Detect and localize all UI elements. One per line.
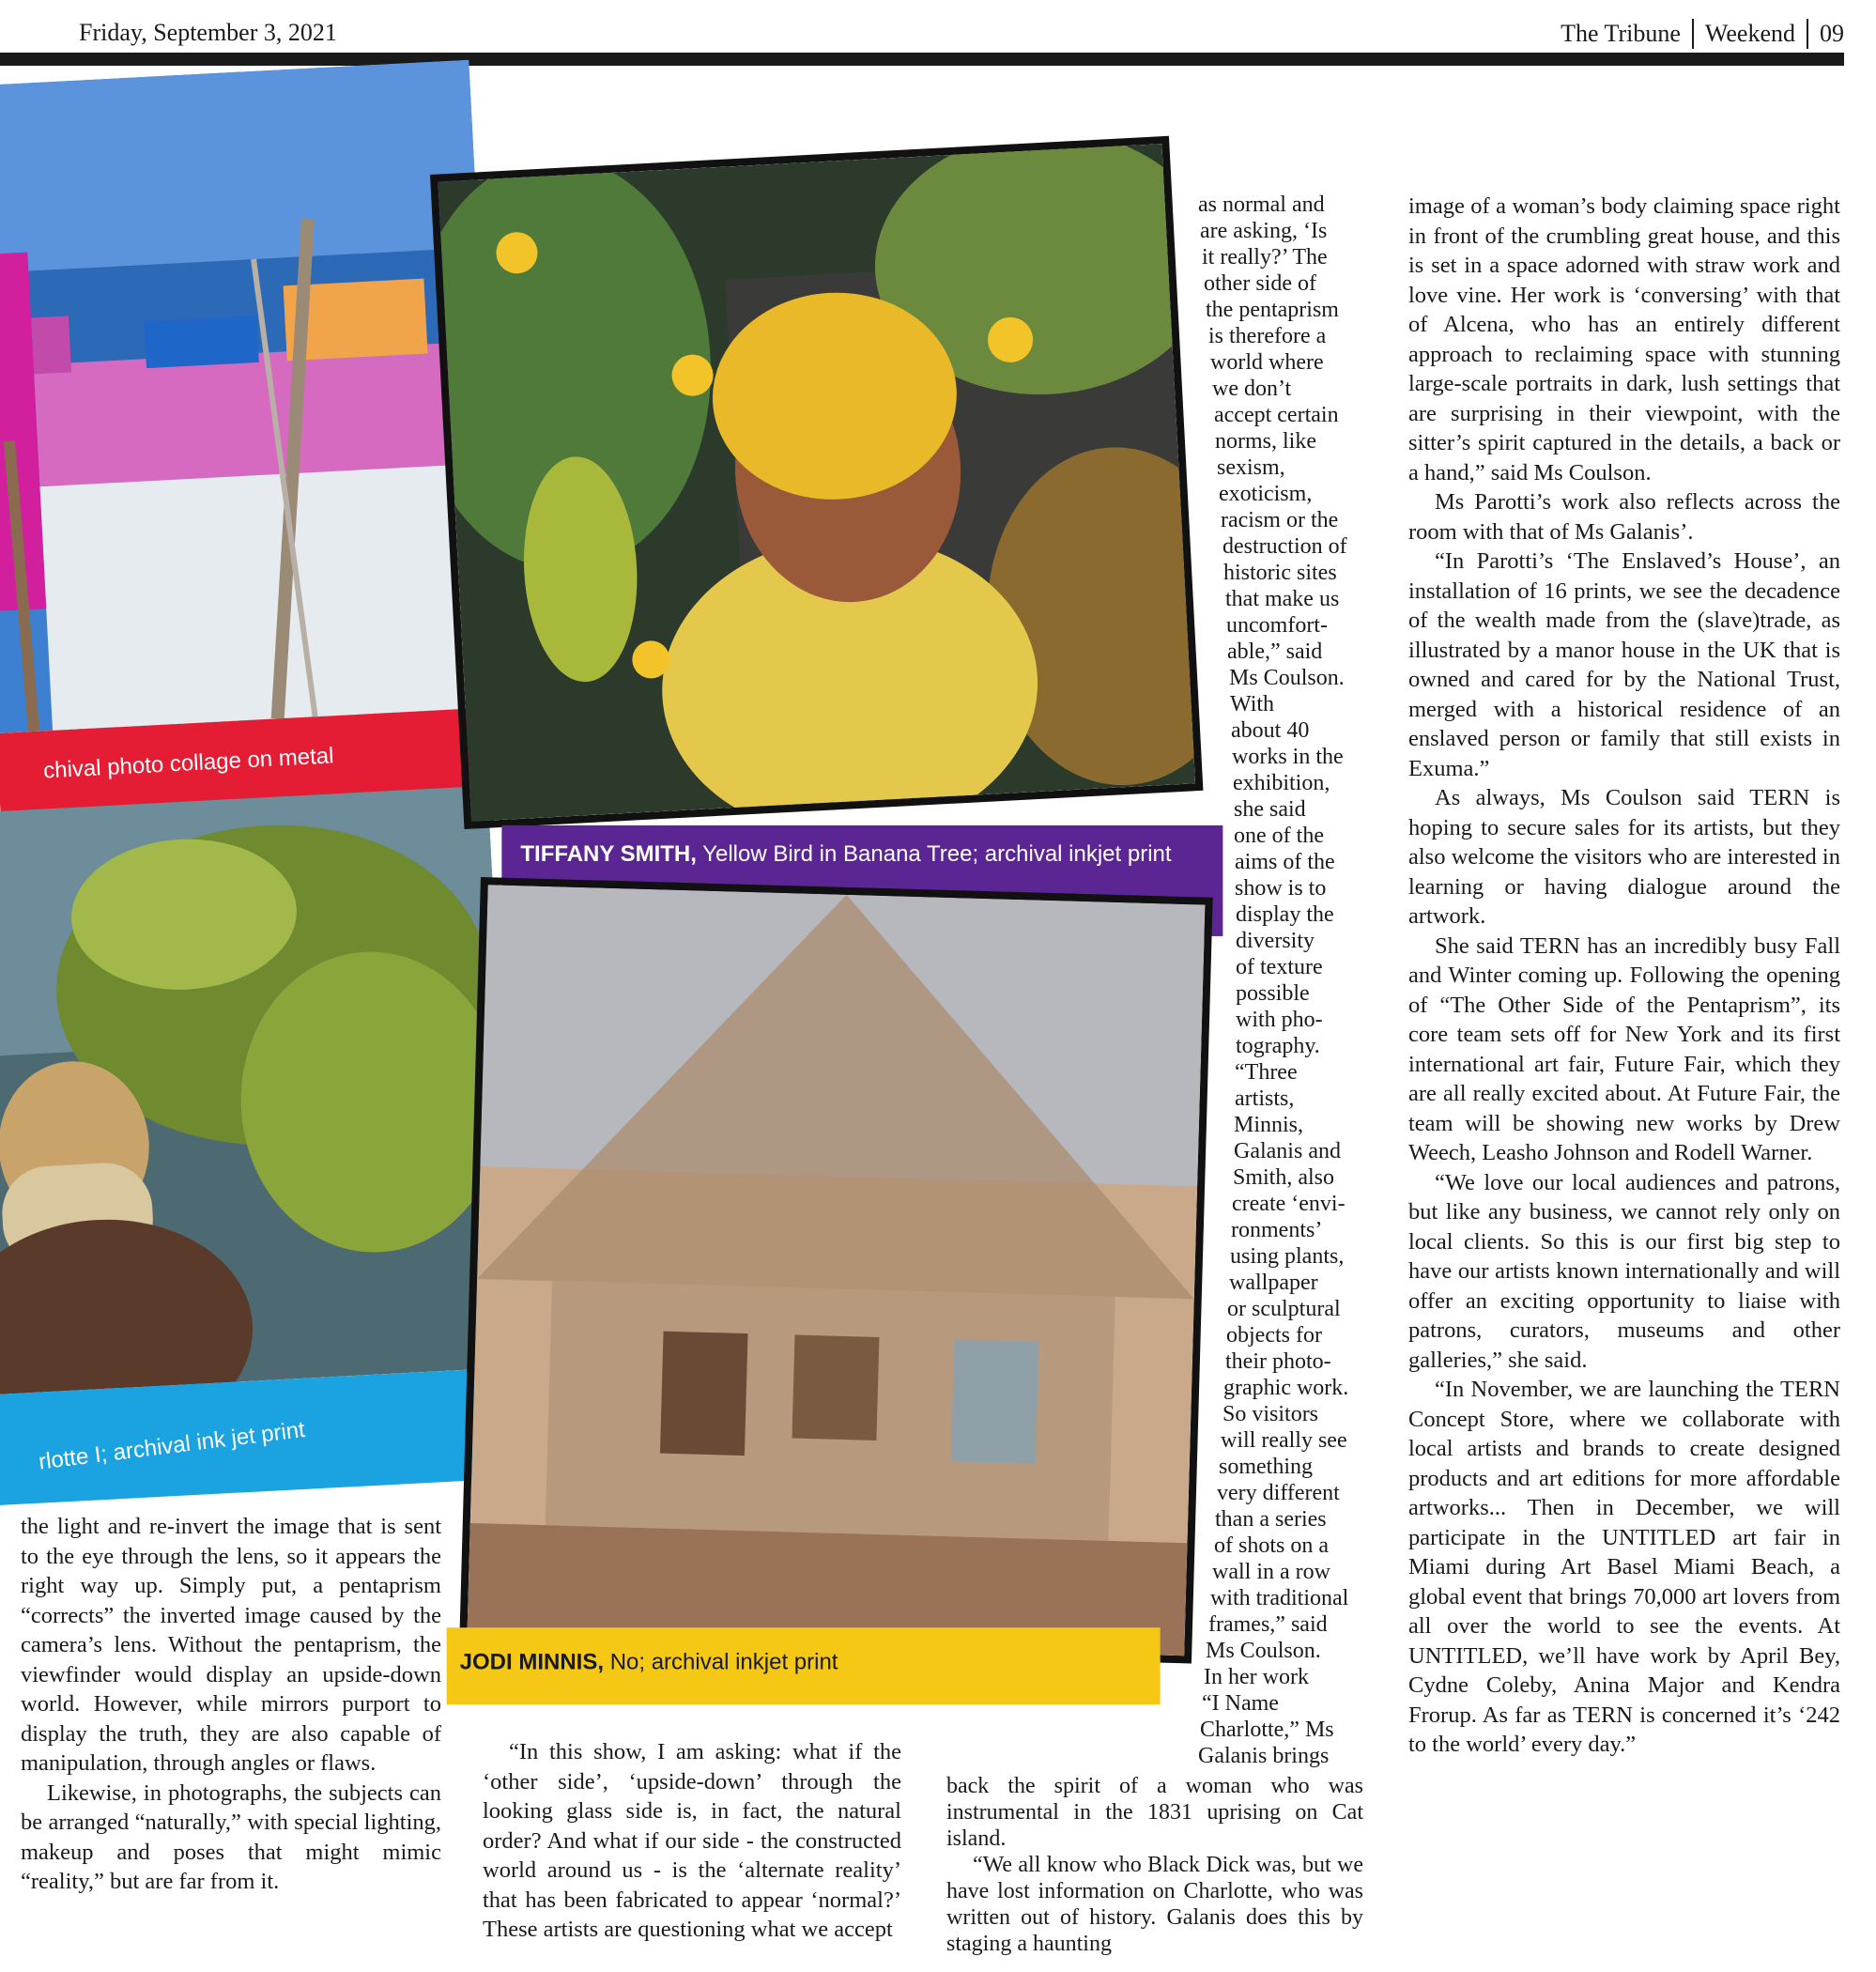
article-line: with traditional [1210,1586,1349,1610]
article-paragraph: “In Parotti’s ‘The Enslaved’s House’, an installation of 16 prints, we see the decadence of the wealth made from the (slave)trade, as illustrated by a manor house in the UK that is owned and cared for by the National Trust, merged with a historical residence of an enslaved person or family that still exists in Exuma.” [1408,548,1840,781]
article-line: show is to [1235,876,1327,901]
article-line: Ms Coulson. [1206,1639,1321,1663]
jodi-photo-group [459,877,1213,1675]
charlotte-photo [0,786,518,1394]
article-line: about 40 [1231,718,1310,743]
article-line: something [1219,1455,1313,1479]
article-line: able,” said [1227,639,1323,664]
article-paragraph: “In November, we are launching the TERN Concept Store, where we collaborate with local artists and brands to create designed products and art editions for more affordable artworks... Then in December, we will participate in the UNTITLED art fair in Miami during Art Basel Miami Beach, a global event that brings 70,000 art lovers from all over the world to see the events. At UNTITLED, we’ll have work by April Bey, Cydne Coleby, Anina Major and Kendra Frorup. As far as TERN is concerned it’s ‘242 to the world’ every day.” [1408,1377,1840,1757]
masthead-divider [1692,19,1694,49]
article-line: wall in a row [1212,1560,1330,1584]
collage-photo-group [0,60,507,809]
article-paragraph: “We love our local audiences and patrons, but like any business, we cannot rely only on local clients. So this is our first big step to have our artists known internationally and will offer an exciting opportunity to liaise with patrons, curators, museums and other galleries,” she said. [1408,1169,1840,1373]
masthead [1561,19,1844,49]
article-column-3-bottom [946,1773,1363,1957]
article-line: using plants, [1230,1244,1345,1269]
article-line: uncomfort- [1226,613,1328,638]
article-line: exoticism, [1219,482,1313,506]
article-line: other side of [1204,271,1316,296]
article-paragraph: “We all know who Black Dick was, but we have lost information on Charlotte, who was written out of history. Galanis does this by staging a haunting [946,1853,1363,1956]
article-column-2 [483,1737,901,1945]
jodi-photo [467,885,1205,1656]
article-column-3-wrap [1198,192,1405,1769]
article-line: Minnis, [1234,1113,1304,1137]
article-line: with pho- [1236,1008,1323,1032]
article-line: racism or the [1221,508,1339,532]
tiffany-photo [438,144,1195,821]
issue-date: Friday, September 3, 2021 [79,19,337,46]
article-line: objects for [1226,1323,1322,1348]
article-line: world where [1210,350,1324,375]
article-line: the pentaprism [1206,298,1339,322]
section-name: Weekend [1704,20,1795,47]
header-rule [0,53,1844,66]
charlotte-photo-group [0,786,523,1498]
article-line: of texture [1236,955,1323,979]
jodi-caption-band [447,1627,1161,1704]
article-line: exhibition, [1233,771,1330,795]
tiffany-caption-artist: TIFFANY SMITH, [520,840,697,867]
article-line: very different [1217,1481,1340,1505]
tiffany-caption-work: Yellow Bird in Banana Tree; archival inkjet print [696,840,1172,867]
article-line: “Three [1235,1060,1298,1085]
charlotte-caption: rlotte I; archival ink jet print [37,1416,307,1475]
article-line: of shots on a [1214,1533,1329,1558]
article-line: works in the [1232,745,1344,769]
article-line: display the [1236,902,1334,927]
article-line: destruction of [1222,534,1347,559]
article-line: wallpaper [1229,1271,1318,1295]
article-line: Galanis and [1234,1139,1341,1163]
collage-photo [0,60,502,733]
article-line: their photo- [1225,1349,1331,1374]
article-line: than a series [1215,1507,1327,1532]
article-line: Charlotte,” Ms [1200,1718,1334,1742]
article-line: create ‘envi- [1232,1192,1345,1216]
article-paragraph: back the spirit of a woman who was instrumental in the 1831 uprising on Cat island. [946,1774,1363,1851]
article-paragraph: image of a woman’s body claiming space right in front of the crumbling great house, and this is set in a space adorned with straw work and love vine. Her work is ‘conversing’ with that of Alcena, who has an entirely different approach to reclaiming space with stunning large-scale portraits in dark, lush settings that are surprising in their viewpoint, with the sitter’s spirit captured in the details, a back or a hand,” said Ms Coulson. [1408,193,1840,485]
article-line: frames,” said [1208,1612,1328,1637]
jodi-caption-artist: JODI MINNIS, [459,1649,605,1675]
article-line: historic sites [1223,561,1337,585]
article-line: norms, like [1215,429,1316,454]
tiffany-photo-group [430,136,1208,925]
article-column-1 [21,1512,441,1897]
article-line: possible [1236,981,1310,1006]
article-paragraph: As always, Ms Coulson said TERN is hoping to secure sales for its artists, but they also welcome the visitors who are interested in learning or having dialogue around the artwork. [1408,785,1840,929]
article-line: she said [1234,797,1306,822]
article-line: will really see [1221,1428,1347,1453]
article-line: With [1230,692,1275,716]
article-line: graphic work. [1223,1376,1349,1400]
publication-name: The Tribune [1561,20,1681,47]
article-line: accept certain [1214,403,1339,427]
article-line: we don’t [1212,377,1292,401]
masthead-divider [1807,19,1808,49]
article-line: tography. [1236,1034,1320,1058]
page-number: 09 [1820,20,1844,47]
article-line: Galanis brings [1198,1744,1330,1768]
article-paragraph: Likewise, in photographs, the subjects can be arranged “naturally,” with special lighting, makeup and poses that might mimic “reality,” but are far from it. [21,1779,441,1894]
article-line: “I Name [1202,1691,1279,1716]
article-line: or sculptural [1227,1297,1341,1321]
article-line: aims of the [1235,850,1335,874]
article-line: artists, [1235,1086,1295,1111]
article-line: sexism, [1217,455,1285,480]
article-line: one of the [1234,824,1324,848]
article-line: is therefore a [1208,324,1327,348]
article-line: ronments’ [1231,1218,1323,1242]
article-line: diversity [1236,929,1315,953]
article-column-4 [1408,192,1840,1760]
article-line: it really?’ The [1202,245,1328,270]
article-paragraph: Ms Parotti’s work also reflects across the room with that of Ms Galanis’. [1408,489,1840,545]
article-line: So visitors [1222,1402,1319,1426]
article-line: as normal and [1198,193,1325,217]
article-line: Smith, also [1233,1165,1335,1190]
article-line: Ms Coulson. [1229,666,1345,690]
article-line: In her work [1204,1665,1309,1689]
article-paragraph: “In this show, I am asking: what if the ‘other side’, ‘upside-down’ through the looking glass side is, in fact, the natural order? And what if our side - the constructed world around us - is the ‘alternate reality’ that has been fabricated to appear ‘normal?’ These artists are questioning what we accept [483,1739,901,1942]
collage-caption: chival photo collage on metal [42,743,335,784]
article-line: that make us [1225,587,1340,611]
article-paragraph: She said TERN has an incredibly busy Fall and Winter coming up. Following the opening of “The Other Side of the Pentaprism”, its core team sets off for New York and its first international art fair, Future Fair, which they are all really excited about. At Future Fair, the team will be showing new works by Drew Weech, Leasho Johnson and Rodell Warner. [1408,932,1840,1165]
article-line: are asking, ‘Is [1200,219,1328,243]
jodi-caption-work: No; archival inkjet print [604,1649,838,1675]
article-paragraph: the light and re-invert the image that is sent to the eye through the lens, so it appears the right way up. Simply put, a pentaprism “corrects” the inverted image caused by the camera’s lens. Without the pentaprism, the viewfinder would display an upside-down world. However, while mirrors purport to display the truth, they are also capable of manipulation, through angles or flaws. [21,1514,441,1776]
